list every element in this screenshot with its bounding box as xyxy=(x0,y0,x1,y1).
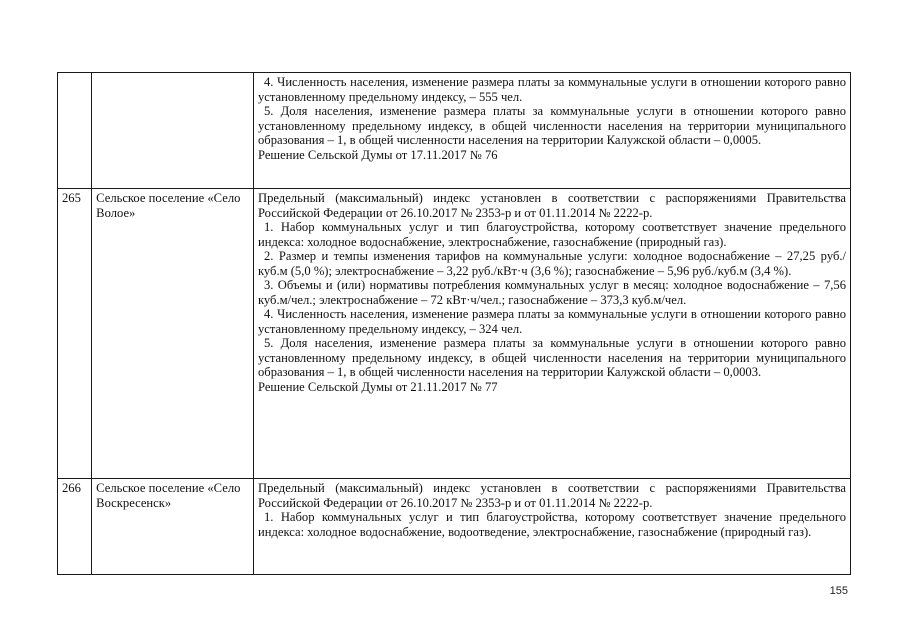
paragraph: 5. Доля населения, изменение размера платы за коммунальные услуги в отношении которого равно установленному предельному индексу, в общей численности населения на территории муниципального образования – 1, в общей численности населения на территории Калужской области – 0,0003. xyxy=(257,336,846,379)
settlement-name-cell: Сельское поселение «Село Волое» xyxy=(92,189,254,479)
decision-reference: Решение Сельской Думы от 21.11.2017 № 77 xyxy=(257,379,498,394)
table-row xyxy=(58,73,851,189)
row-number-cell: 265 xyxy=(58,189,92,479)
municipal-index-table xyxy=(57,72,851,575)
description-cell xyxy=(253,73,850,189)
settlement-name-cell xyxy=(92,73,254,189)
paragraph: Предельный (максимальный) индекс установлен в соответствии с распоряжениями Правительства Российской Федерации от 26.10.2017 № 2353-р и от 01.11.2014 № 2222-р. xyxy=(257,481,846,510)
paragraph: 2. Размер и темпы изменения тарифов на коммунальные услуги: холодное водоснабжение – 27,25 руб./куб.м (5,0 %); электроснабжение – 3,22 руб./кВт·ч (3,6 %); газоснабжение – 5,96 руб./куб.м (3,4 %). xyxy=(257,249,846,278)
paragraph: 3. Объемы и (или) нормативы потребления коммунальных услуг в месяц: холодное водоснабжение – 7,56 куб.м/чел.; электроснабжение – 72 кВт·ч/чел.; газоснабжение – 373,3 куб.м/чел. xyxy=(257,278,846,307)
decision-reference: Решение Сельской Думы от 17.11.2017 № 76 xyxy=(257,147,498,162)
paragraph: Предельный (максимальный) индекс установлен в соответствии с распоряжениями Правительства Российской Федерации от 26.10.2017 № 2353-р и от 01.11.2014 № 2222-р. xyxy=(257,191,846,220)
paragraph: 1. Набор коммунальных услуг и тип благоустройства, которому соответствует значение предельного индекса: холодное водоснабжение, водоотведение, электроснабжение, газоснабжение (природный газ). xyxy=(257,510,846,539)
paragraph: 1. Набор коммунальных услуг и тип благоустройства, которому соответствует значение предельного индекса: холодное водоснабжение, электроснабжение, газоснабжение (природный газ). xyxy=(257,220,846,249)
paragraph: 4. Численность населения, изменение размера платы за коммунальные услуги в отношении которого равно установленному предельному индексу, – 555 чел. xyxy=(257,75,846,104)
page-number: 155 xyxy=(829,585,848,597)
paragraph: 4. Численность населения, изменение размера платы за коммунальные услуги в отношении которого равно установленному предельному индексу, – 324 чел. xyxy=(257,307,846,336)
description-cell xyxy=(253,189,850,479)
row-number-cell: 266 xyxy=(58,479,92,575)
table-row xyxy=(58,479,851,575)
paragraph: 5. Доля населения, изменение размера платы за коммунальные услуги в отношении которого равно установленному предельному индексу, в общей численности населения на территории муниципального образования – 1, в общей численности населения на территории Калужской области – 0,0005. xyxy=(257,104,846,147)
description-cell xyxy=(253,479,850,575)
settlement-name-cell: Сельское поселение «Село Воскресенск» xyxy=(92,479,254,575)
table-row xyxy=(58,189,851,479)
row-number-cell xyxy=(58,73,92,189)
